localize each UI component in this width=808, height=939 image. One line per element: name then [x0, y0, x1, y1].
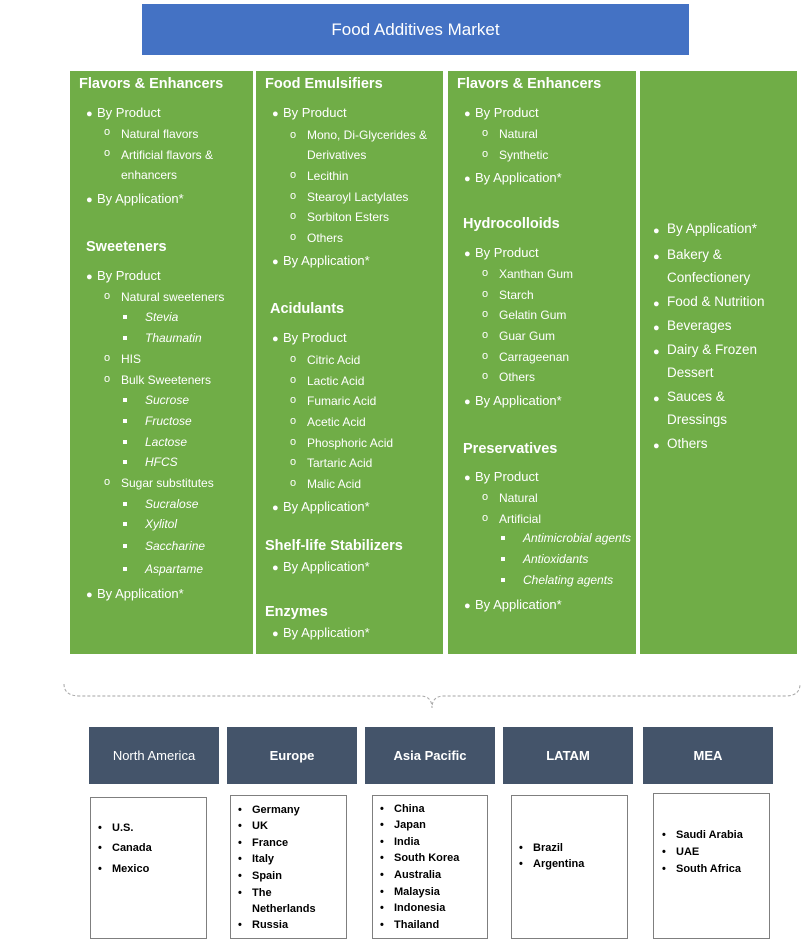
list-item: Saccharine	[145, 539, 206, 553]
list-item: Bakery &	[667, 247, 722, 262]
heading-shelf-life-stabilizers: Shelf-life Stabilizers	[265, 538, 403, 554]
list-item: • India	[394, 836, 420, 848]
list-item: Chelating agents	[523, 573, 614, 587]
segment-column-flavors-sweeteners: Flavors & Enhancers ● By Product o Natural flavors o Artificial flavors & enhancers ● By Application* Sweeteners ● By Product o Natural sweeteners Stevia Thaumatin o HIS o Bulk Sweeteners Sucrose Fructose Lactose HFCS o Sugar substitutes Sucralose Xylitol Saccharine Aspartame ● By Application*	[70, 71, 253, 654]
list-item: Food & Nutrition	[667, 294, 765, 309]
list-item: By Application*	[283, 625, 370, 640]
heading-food-emulsifiers: Food Emulsifiers	[265, 76, 383, 92]
heading-flavors-enhancers: Flavors & Enhancers	[457, 76, 602, 92]
country-list-asia-pacific	[372, 795, 488, 939]
list-item: Beverages	[667, 318, 732, 333]
list-item: By Product	[475, 105, 539, 120]
list-item: • China	[394, 803, 425, 815]
list-item: Natural flavors	[121, 127, 199, 141]
list-item: Antioxidants	[523, 552, 589, 566]
list-item: Aspartame	[145, 562, 204, 576]
list-item: By Product	[475, 245, 539, 260]
list-item: Fumaric Acid	[307, 394, 377, 408]
region-north-america: North America	[89, 727, 219, 784]
list-item: Stearoyl Lactylates	[307, 190, 409, 204]
list-item: Bulk Sweeteners	[121, 373, 212, 387]
segment-column-emulsifiers-acidulants: Food Emulsifiers ● By Product o Mono, Di-Glycerides & Derivatives o Lecithin o Stearoyl Lactylates o Sorbiton Esters o Others ● By Application* Acidulants ● By Product o Citric Acid o Lactic Acid o Fumaric Acid o Acetic Acid o Phosphoric Acid o Tartaric Acid o Malic Acid ● By Application* Shelf-life Stabilizers ● By Application* Enzymes ● By Application*	[256, 71, 443, 654]
list-item: • Australia	[394, 869, 441, 881]
region-mea: MEA	[643, 727, 773, 784]
list-item: Natural	[499, 127, 538, 141]
list-item: HFCS	[145, 455, 178, 469]
segment-column-hydrocolloids-preservatives: Flavors & Enhancers ● By Product o Natural o Synthetic ● By Application* Hydrocolloids ● By Product o Xanthan Gum o Starch o Gelatin Gum o Guar Gum o Carrageenan o Others ● By Application* Preservatives ● By Product o Natural o Artificial Antimicrobial agents Antioxidants Chelating agents ● By Application*	[448, 71, 636, 654]
list-item: • Saudi Arabia	[676, 829, 743, 841]
page-title: Food Additives Market	[142, 4, 689, 55]
list-item: Artificial flavors &	[121, 148, 214, 162]
list-item: By Application*	[475, 393, 562, 408]
list-item: Gelatin Gum	[499, 308, 567, 322]
list-item: • South Korea	[394, 852, 459, 864]
heading-hydrocolloids: Hydrocolloids	[463, 216, 560, 232]
list-item: • Mexico	[112, 863, 149, 875]
list-item: Dressings	[667, 412, 728, 427]
list-item: Artificial	[499, 512, 542, 526]
list-item: Sucralose	[145, 497, 199, 511]
list-item: By Product	[283, 105, 347, 120]
country-list-europe	[230, 795, 347, 939]
list-item: Lactic Acid	[307, 374, 365, 388]
list-item: • Japan	[394, 819, 426, 831]
list-item: Synthetic	[499, 148, 549, 162]
country-list-north-america	[90, 797, 207, 939]
list-item: Malic Acid	[307, 477, 362, 491]
list-item: • Thailand	[394, 919, 439, 931]
heading-acidulants: Acidulants	[270, 301, 345, 317]
list-item: Dairy & Frozen	[667, 342, 758, 357]
list-item: By Product	[97, 268, 161, 283]
list-item: Confectionery	[667, 270, 751, 285]
list-item: Sauces &	[667, 389, 725, 404]
heading-enzymes: Enzymes	[265, 604, 328, 620]
list-item: Lecithin	[307, 169, 349, 183]
list-item: Others	[499, 370, 536, 384]
list-item: By Application*	[475, 170, 562, 185]
list-item: • Russia	[252, 919, 288, 931]
list-item: Natural	[499, 491, 538, 505]
list-item: Thaumatin	[145, 331, 202, 345]
heading-preservatives: Preservatives	[463, 441, 558, 457]
list-item: • Canada	[112, 842, 152, 854]
list-item: By Application*	[283, 559, 370, 574]
list-item: Natural sweeteners	[121, 290, 225, 304]
list-item: Carrageenan	[499, 350, 570, 364]
list-item: Sorbiton Esters	[307, 210, 390, 224]
list-item: • France	[252, 837, 288, 849]
list-item: Lactose	[145, 435, 188, 449]
region-latam: LATAM	[503, 727, 633, 784]
list-item: Mono, Di-Glycerides &	[307, 128, 428, 142]
list-item: Netherlands	[252, 903, 316, 915]
list-item: • Brazil	[533, 842, 563, 854]
list-item: Sugar substitutes	[121, 476, 214, 490]
list-item: • UK	[252, 820, 268, 832]
list-item: Acetic Acid	[307, 415, 366, 429]
list-item: • Argentina	[533, 858, 584, 870]
list-item: Sucrose	[145, 393, 190, 407]
list-item: Starch	[499, 288, 534, 302]
list-item: By Product	[475, 469, 539, 484]
region-asia-pacific: Asia Pacific	[365, 727, 495, 784]
segment-column-applications: ● By Application* ● Bakery & Confectionery ● Food & Nutrition ● Beverages ● Dairy & Frozen Dessert ● Sauces & Dressings ● Others	[640, 71, 797, 654]
list-item: • Spain	[252, 870, 282, 882]
list-item: By Application*	[667, 221, 758, 236]
list-item: By Application*	[475, 597, 562, 612]
list-item: • Germany	[252, 804, 300, 816]
list-item: • Indonesia	[394, 902, 445, 914]
region-europe: Europe	[227, 727, 357, 784]
list-item: Others	[667, 436, 708, 451]
list-item: Citric Acid	[307, 353, 361, 367]
heading-sweeteners: Sweeteners	[86, 239, 167, 255]
list-item: Antimicrobial agents	[523, 531, 632, 545]
list-item: Derivatives	[307, 148, 367, 162]
list-item: Phosphoric Acid	[307, 436, 394, 450]
list-item: • South Africa	[676, 863, 741, 875]
heading-flavors-enhancers: Flavors & Enhancers	[79, 76, 224, 92]
list-item: Tartaric Acid	[307, 456, 373, 470]
list-item: Xylitol	[145, 517, 178, 531]
list-item: By Application*	[97, 191, 184, 206]
list-item: By Application*	[283, 253, 370, 268]
list-item: Xanthan Gum	[499, 267, 574, 281]
list-item: By Product	[283, 330, 347, 345]
list-item: • The	[252, 887, 272, 899]
list-item: Others	[307, 231, 344, 245]
list-item: HIS	[121, 352, 142, 366]
country-list-latam	[511, 795, 628, 939]
list-item: By Application*	[283, 499, 370, 514]
list-item: By Application*	[97, 586, 184, 601]
list-item: • Italy	[252, 853, 274, 865]
list-item: Dessert	[667, 365, 714, 380]
list-item: By Product	[97, 105, 161, 120]
country-list-mea	[653, 793, 770, 939]
list-item: • UAE	[676, 846, 699, 858]
list-item: Stevia	[145, 310, 179, 324]
list-item: • U.S.	[112, 822, 133, 834]
list-item: Guar Gum	[499, 329, 556, 343]
list-item: • Malaysia	[394, 886, 440, 898]
list-item: Fructose	[145, 414, 192, 428]
list-item: enhancers	[121, 168, 178, 182]
